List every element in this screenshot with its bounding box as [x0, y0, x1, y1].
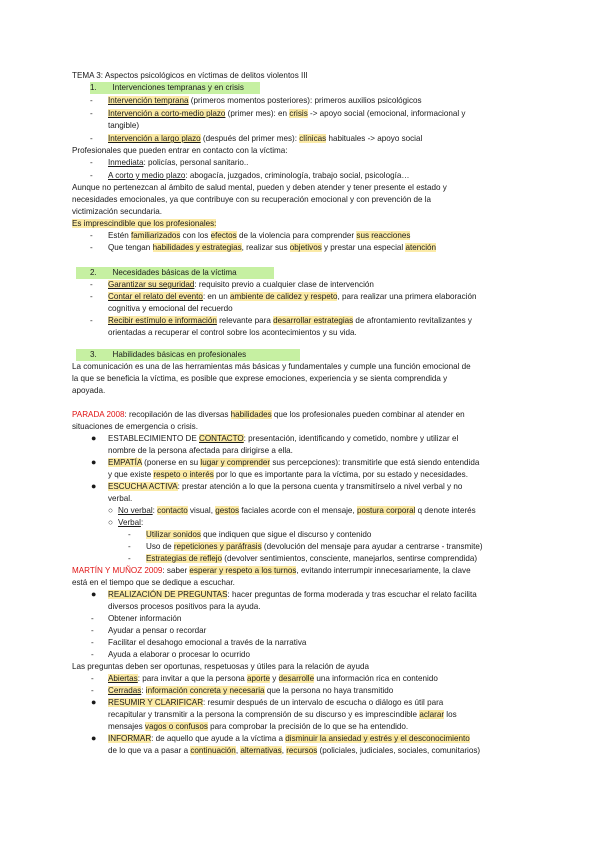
item-text: habituales -> apoyo social — [326, 134, 423, 143]
dash-marker: - — [90, 280, 93, 289]
item-text: de la violencia para comprender — [236, 231, 357, 240]
imprescindible-heading — [72, 218, 216, 230]
list-item — [108, 315, 472, 327]
highlight: vagos o confusos — [144, 722, 208, 731]
term: Inmediata — [108, 158, 144, 167]
section-2-title: Necesidades básicas de la víctima — [112, 268, 237, 277]
section-1-number: 1. — [90, 83, 97, 92]
section-1-heading — [90, 82, 260, 94]
highlight: esperar y respeto a los turnos — [189, 566, 297, 575]
section-2-heading — [76, 267, 274, 279]
highlight: respeto o interés — [153, 470, 214, 479]
dash-marker: - — [90, 316, 93, 325]
text: que indiquen que sigue el discurso y contenido — [200, 530, 372, 539]
section-1-title: Intervenciones tempranas y en crisis — [112, 83, 244, 92]
item-continuation: verbal. — [108, 494, 133, 503]
item-text: (primer mes): en — [225, 109, 290, 118]
martin-line — [72, 565, 471, 577]
text: , — [281, 746, 287, 755]
dash-marker: - — [91, 638, 94, 647]
text: : hacer preguntas de forma moderada y tras escuchar el relato facilita — [227, 590, 477, 599]
text: (policiales, judiciales, sociales, comunitarios) — [317, 746, 481, 755]
text: : presentación, identificando y cometido, nombre y utilizar el — [243, 434, 459, 443]
dash-marker: - — [91, 650, 94, 659]
highlight: efectos — [210, 231, 237, 240]
highlight: Estrategias de reflejo — [146, 554, 223, 563]
bullet-icon: ● — [91, 733, 97, 743]
term: No verbal — [118, 506, 153, 515]
text: q denote interés — [415, 506, 476, 515]
section-3-heading — [76, 349, 300, 361]
professionals-intro: Profesionales que pueden entrar en contacto con la víctima: — [72, 146, 288, 155]
text: , — [235, 746, 241, 755]
item-text: : en un — [202, 292, 230, 301]
dash-marker: - — [90, 134, 93, 143]
highlight: desarrolle — [278, 674, 315, 683]
text: y que existe — [108, 470, 154, 479]
list-item — [146, 529, 371, 541]
text: , evitando interrumpir innecesariamente, la clave — [296, 566, 471, 575]
term: Garantizar su seguridad — [108, 280, 195, 289]
term: Cerradas — [108, 686, 142, 695]
text: (ponerse en su — [141, 458, 201, 467]
item-text: relevante para — [216, 316, 274, 325]
highlight: habilidades y estrategias — [152, 243, 242, 252]
highlight: familiarizados — [130, 231, 181, 240]
section-2-number: 2. — [90, 268, 97, 277]
dash-marker: - — [128, 542, 131, 551]
dash-marker: - — [90, 243, 93, 252]
paragraph-line: victimización secundaria. — [72, 207, 162, 216]
list-item — [108, 733, 470, 745]
text: que los profesionales pueden combinar al atender en — [271, 410, 465, 419]
item-continuation — [108, 709, 457, 721]
highlight: Es imprescindible que los profesionales: — [72, 219, 217, 228]
highlight: disminuir la ansiedad y estrés y el desconocimiento — [285, 734, 470, 743]
highlight: información concreta y necesaria — [145, 686, 265, 695]
text: por lo que es importante para la víctima, por su estado y necesidades. — [213, 470, 468, 479]
item-text: : requisito previo a cualquier clase de intervención — [194, 280, 374, 289]
item-text: , para realizar una primera elaboración — [337, 292, 477, 301]
circle-bullet-icon: ○ — [108, 506, 113, 515]
list-item — [108, 685, 393, 697]
dash-marker: - — [91, 626, 94, 635]
highlight: postura corporal — [356, 506, 416, 515]
item-text: -> apoyo social (emocional, informacional y — [307, 109, 466, 118]
text: (devolver sentimientos, consciente, manejarlos, sentirse comprendida) — [222, 554, 478, 563]
list-item — [108, 457, 479, 469]
text: de lo que va a pasar a — [108, 746, 191, 755]
dash-marker: - — [128, 554, 131, 563]
text: los — [444, 710, 457, 719]
citation: MARTÍN Y MUÑOZ 2009 — [72, 566, 163, 575]
highlight: habilidades — [230, 410, 272, 419]
paragraph-line: la que se beneficia la víctima, es posible que exprese emociones, experiencia y se sienta comprendida y — [72, 374, 448, 383]
text: : — [152, 506, 158, 515]
bullet-icon: ● — [91, 481, 97, 491]
list-item — [108, 95, 422, 107]
paragraph-line: Las preguntas deben ser oportunas, respetuosas y útiles para la relación de ayuda — [72, 662, 369, 671]
list-item — [118, 505, 476, 517]
text: : para invitar a que la persona — [137, 674, 248, 683]
text: visual, — [187, 506, 216, 515]
text: y — [270, 674, 279, 683]
highlight: objetivos — [289, 243, 322, 252]
item-continuation — [108, 469, 468, 481]
term: INFORMAR — [108, 734, 152, 743]
list-item — [108, 108, 465, 120]
text: ESTABLECIMIENTO DE — [108, 434, 199, 443]
highlight: atención — [405, 243, 437, 252]
highlight: repeticiones y paráfrasis — [173, 542, 262, 551]
text: mensajes — [108, 722, 145, 731]
paragraph-line: La comunicación es una de las herramientas más básicas y fundamentales y cumple una función emocional de — [72, 362, 471, 371]
list-item — [108, 433, 458, 445]
section-3-number: 3. — [90, 350, 97, 359]
highlight: continuación — [190, 746, 236, 755]
list-item: Obtener información — [108, 614, 182, 623]
term: Recibir estímulo e información — [108, 316, 217, 325]
text: para comprobar la precisión de lo que se ha entendido. — [207, 722, 409, 731]
list-item — [146, 541, 483, 553]
highlight: clínicas — [299, 134, 327, 143]
text: faciales acorde con el mensaje, — [239, 506, 357, 515]
term: A corto y medio plazo — [108, 171, 186, 180]
highlight: recursos — [286, 746, 318, 755]
dash-marker: - — [90, 292, 93, 301]
text: : prestar atención a lo que la persona cuenta y transmitírselo a nivel verbal y no — [177, 482, 463, 491]
list-item — [108, 242, 436, 254]
item-text: : policías, personal sanitario.. — [143, 158, 249, 167]
text: : — [141, 686, 146, 695]
list-item — [108, 481, 462, 493]
highlight: sonidos — [172, 530, 201, 539]
dash-marker: - — [90, 231, 93, 240]
circle-bullet-icon: ○ — [108, 518, 113, 527]
text: que la persona no haya transmitido — [264, 686, 394, 695]
list-item — [108, 673, 438, 685]
term: Intervención a largo plazo — [108, 134, 201, 143]
bullet-icon: ● — [91, 589, 97, 599]
item-continuation: diversos procesos positivos para la ayuda. — [108, 602, 261, 611]
item-text: : abogacía, juzgados, criminología, trabajo social, psicología… — [185, 171, 410, 180]
text: recapitular y transmitir a la persona la comprensión de su discurso y es imprescindible — [108, 710, 420, 719]
text: : saber — [162, 566, 190, 575]
item-text: y prestar una especial — [321, 243, 406, 252]
item-continuation: tangible) — [108, 121, 140, 130]
term: RESUMIR Y CLARIFICAR — [108, 698, 204, 707]
dash-marker: - — [91, 614, 94, 623]
text: : recopilación de las diversas — [124, 410, 231, 419]
dash-marker: - — [90, 171, 93, 180]
list-item — [108, 230, 410, 242]
highlight: contacto — [157, 506, 188, 515]
paragraph-line: apoyada. — [72, 386, 106, 395]
item-text: , realizar sus — [241, 243, 290, 252]
list-item: Ayuda a elaborar o procesar lo ocurrido — [108, 650, 251, 659]
highlight: lugar y comprender — [200, 458, 271, 467]
item-text: (después del primer mes): — [200, 134, 300, 143]
item-continuation: nombre de la persona afectada para dirigirse a ella. — [108, 446, 293, 455]
item-continuation — [108, 745, 480, 757]
bullet-icon: ● — [91, 433, 97, 443]
text: una información rica en contenido — [314, 674, 438, 683]
highlight: alternativas — [240, 746, 282, 755]
list-item: Facilitar el desahogo emocional a través de la narrativa — [108, 638, 307, 647]
dash-marker: - — [90, 158, 93, 167]
item-continuation: orientadas a recuperar el control sobre los acontecimientos y su vida. — [108, 328, 357, 337]
paragraph-line: está en el tiempo que se dedique a escuchar. — [72, 578, 235, 587]
list-item — [108, 589, 477, 601]
highlight: aporte — [247, 674, 270, 683]
paragraph-line: necesidades emocionales, ya que contribuye con su recuperación emocional y con prevención de la — [72, 195, 432, 204]
dash-marker: - — [128, 530, 131, 539]
term: REALIZACIÓN DE PREGUNTAS — [108, 590, 228, 599]
term: Intervención temprana — [108, 96, 189, 105]
highlight: gestos — [215, 506, 240, 515]
list-item — [108, 279, 374, 291]
highlight: desarrollar estrategias — [273, 316, 354, 325]
list-item — [108, 157, 248, 169]
bullet-icon: ● — [91, 457, 97, 467]
list-item — [146, 553, 477, 565]
term: Contar el relato del evento — [108, 292, 203, 301]
item-text: Estén — [108, 231, 131, 240]
parada-line — [72, 409, 465, 421]
item-text: con los — [180, 231, 211, 240]
section-3-title: Habilidades básicas en profesionales — [112, 350, 247, 359]
item-text: de afrontamiento revitalizantes y — [353, 316, 472, 325]
term: CONTACTO — [199, 434, 244, 443]
highlight: crisis — [289, 109, 308, 118]
dash-marker: - — [91, 674, 94, 683]
citation: PARADA 2008 — [72, 410, 125, 419]
text: : resumir después de un intervalo de escucha o diálogo es útil para — [203, 698, 444, 707]
term: ESCUCHA ACTIVA — [108, 482, 178, 491]
term: Verbal — [118, 518, 141, 527]
highlight: aclarar — [419, 710, 445, 719]
list-item: Verbal: — [118, 518, 144, 527]
term: EMPATÍA — [108, 458, 142, 467]
list-item — [108, 291, 477, 303]
term: Intervención a corto-medio plazo — [108, 109, 226, 118]
highlight: sus reacciones — [356, 231, 411, 240]
highlight: Utilizar — [146, 530, 173, 539]
paragraph-line: Aunque no pertenezcan al ámbito de salud mental, pueden y deben atender y tener presente el estado y — [72, 183, 447, 192]
item-continuation — [108, 721, 408, 733]
item-text: (primeros momentos posteriores): primeros auxilios psicológicos — [188, 96, 422, 105]
bullet-icon: ● — [91, 697, 97, 707]
term: Abiertas — [108, 674, 138, 683]
dash-marker: - — [90, 96, 93, 105]
list-item: Ayudar a pensar o recordar — [108, 626, 207, 635]
document-title: TEMA 3: Aspectos psicológicos en víctimas de delitos violentos III — [72, 71, 308, 80]
list-item — [108, 170, 409, 182]
dash-marker: - — [90, 109, 93, 118]
text: Uso de — [146, 542, 174, 551]
text: : de aquello que ayude a la víctima a — [151, 734, 286, 743]
text: (devolución del mensaje para ayudar a centrarse - transmite) — [261, 542, 483, 551]
highlight: ambiente de calidez y respeto — [229, 292, 338, 301]
list-item — [108, 697, 443, 709]
dash-marker: - — [91, 686, 94, 695]
list-item — [108, 133, 422, 145]
text: sus percepciones): transmitirle que está siendo entendida — [270, 458, 480, 467]
item-continuation: cognitiva y emocional del recuerdo — [108, 304, 233, 313]
paragraph-line: situaciones de emergencia o crisis. — [72, 422, 198, 431]
item-text: Que tengan — [108, 243, 153, 252]
